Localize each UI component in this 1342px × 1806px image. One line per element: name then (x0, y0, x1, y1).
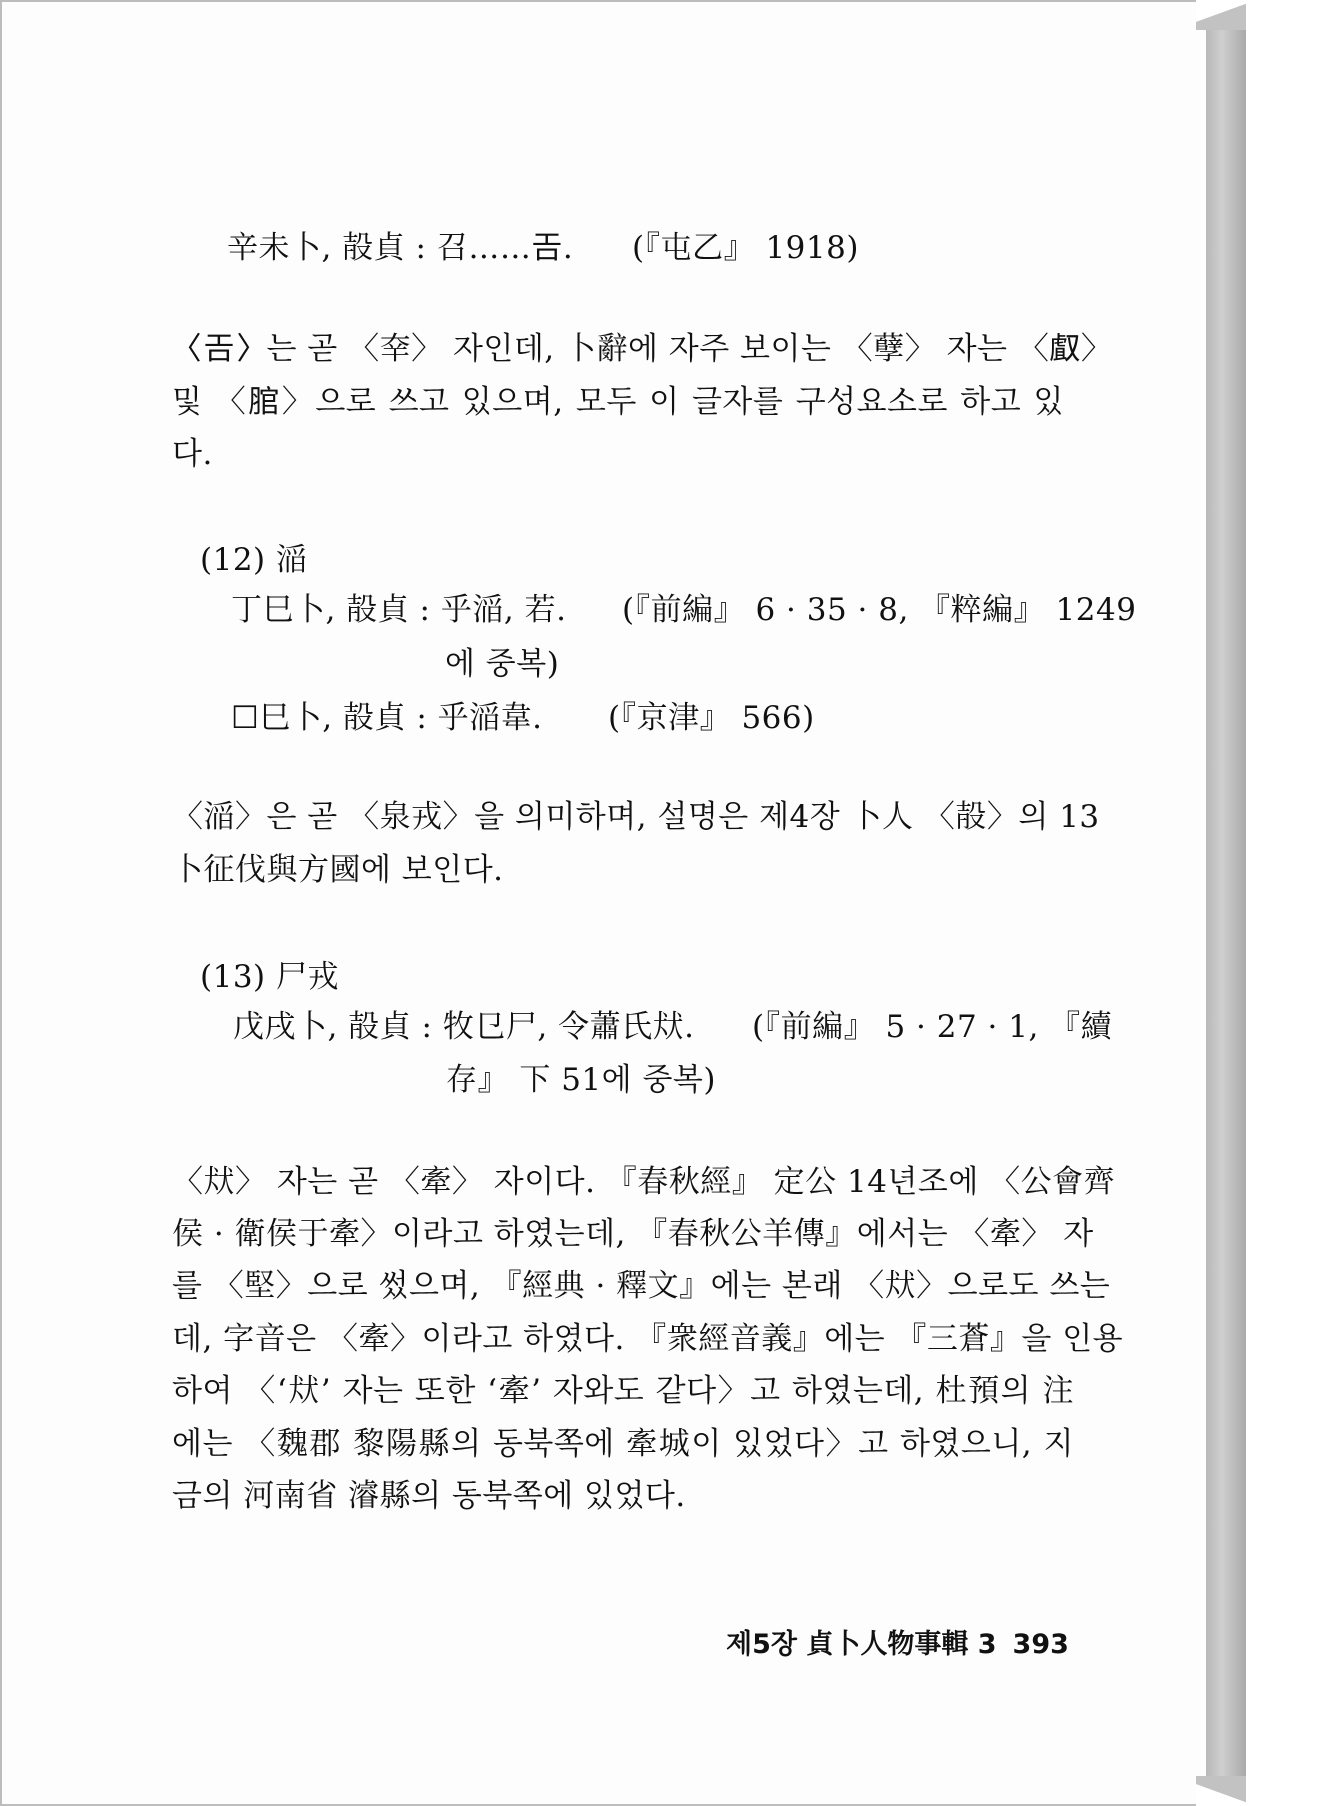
example-line: 丁巳卜, 㱿貞 : 乎㴞, 若. (231, 592, 567, 628)
paragraph-line: 〈㹜〉 자는 곧 〈牽〉 자이다. 『春秋經』 定公 14년조에 〈公會齊 (172, 1164, 1116, 1200)
example-line: 戊戌卜, 㱿貞 : 牧㔾尸, 令蕭氏㹜. (233, 1009, 695, 1045)
section-heading: (13) 尸戎 (200, 959, 339, 995)
page-edge-corner-top (1196, 0, 1246, 30)
paragraph-line: 卜征伐與方國에 보인다. (172, 852, 504, 888)
book-page-edge (1206, 0, 1246, 1806)
paragraph-line: 금의 河南省 濬縣의 동북쪽에 있었다. (172, 1478, 686, 1514)
paragraph-line: 〈㴞〉은 곧 〈泉戎〉을 의미하며, 설명은 제4장 卜人 〈㱿〉의 13 (172, 799, 1100, 835)
example-line: 辛未卜, 㱿貞 : 召……𢀛. (227, 230, 574, 266)
example-reference: (『京津』 566) (608, 700, 815, 736)
page-footer (726, 1622, 1069, 1661)
paragraph-line: 侯 · 衛侯于牽〉이라고 하였는데, 『春秋公羊傳』에서는 〈牽〉 자 (172, 1216, 1094, 1252)
example-reference-continued: 에 중복) (445, 646, 560, 682)
paragraph-line: 〈𢀛〉는 곧 〈㚔〉 자인데, 卜辭에 자주 보이는 〈孽〉 자는 〈𠭯〉 (172, 331, 1113, 367)
example-line: ☐巳卜, 㱿貞 : 乎㴞韋. (231, 700, 543, 736)
example-reference: (『屯乙』 1918) (632, 230, 859, 266)
page-edge-corner-bottom (1196, 1776, 1246, 1806)
paragraph-line: 하여 〈‘㹜’ 자는 또한 ‘牽’ 자와도 같다〉고 하였는데, 杜預의 注 (172, 1373, 1074, 1409)
example-reference-continued: 存』 下 51에 중복) (446, 1062, 716, 1098)
running-header: 제5장 貞卜人物事輯 3 (726, 1629, 997, 1660)
paragraph-line: 다. (172, 436, 213, 472)
paragraph-line: 데, 字音은 〈牽〉이라고 하였다. 『衆經音義』에는 『三蒼』을 인용 (172, 1321, 1124, 1357)
example-reference: (『前編』 6 · 35 · 8, 『粹編』 1249 (622, 592, 1137, 628)
paragraph-line: 및 〈𦜐〉으로 쓰고 있으며, 모두 이 글자를 구성요소로 하고 있 (172, 384, 1064, 420)
paragraph-line: 를 〈堅〉으로 썼으며, 『經典 · 釋文』에는 본래 〈㹜〉으로도 쓰는 (172, 1268, 1111, 1304)
page-number: 393 (1012, 1629, 1069, 1660)
paragraph-line: 에는 〈魏郡 黎陽縣의 동북쪽에 牽城이 있었다〉고 하였으니, 지 (172, 1426, 1074, 1462)
section-heading: (12) 㴞 (200, 542, 308, 578)
example-reference: (『前編』 5 · 27 · 1, 『續 (752, 1009, 1113, 1045)
